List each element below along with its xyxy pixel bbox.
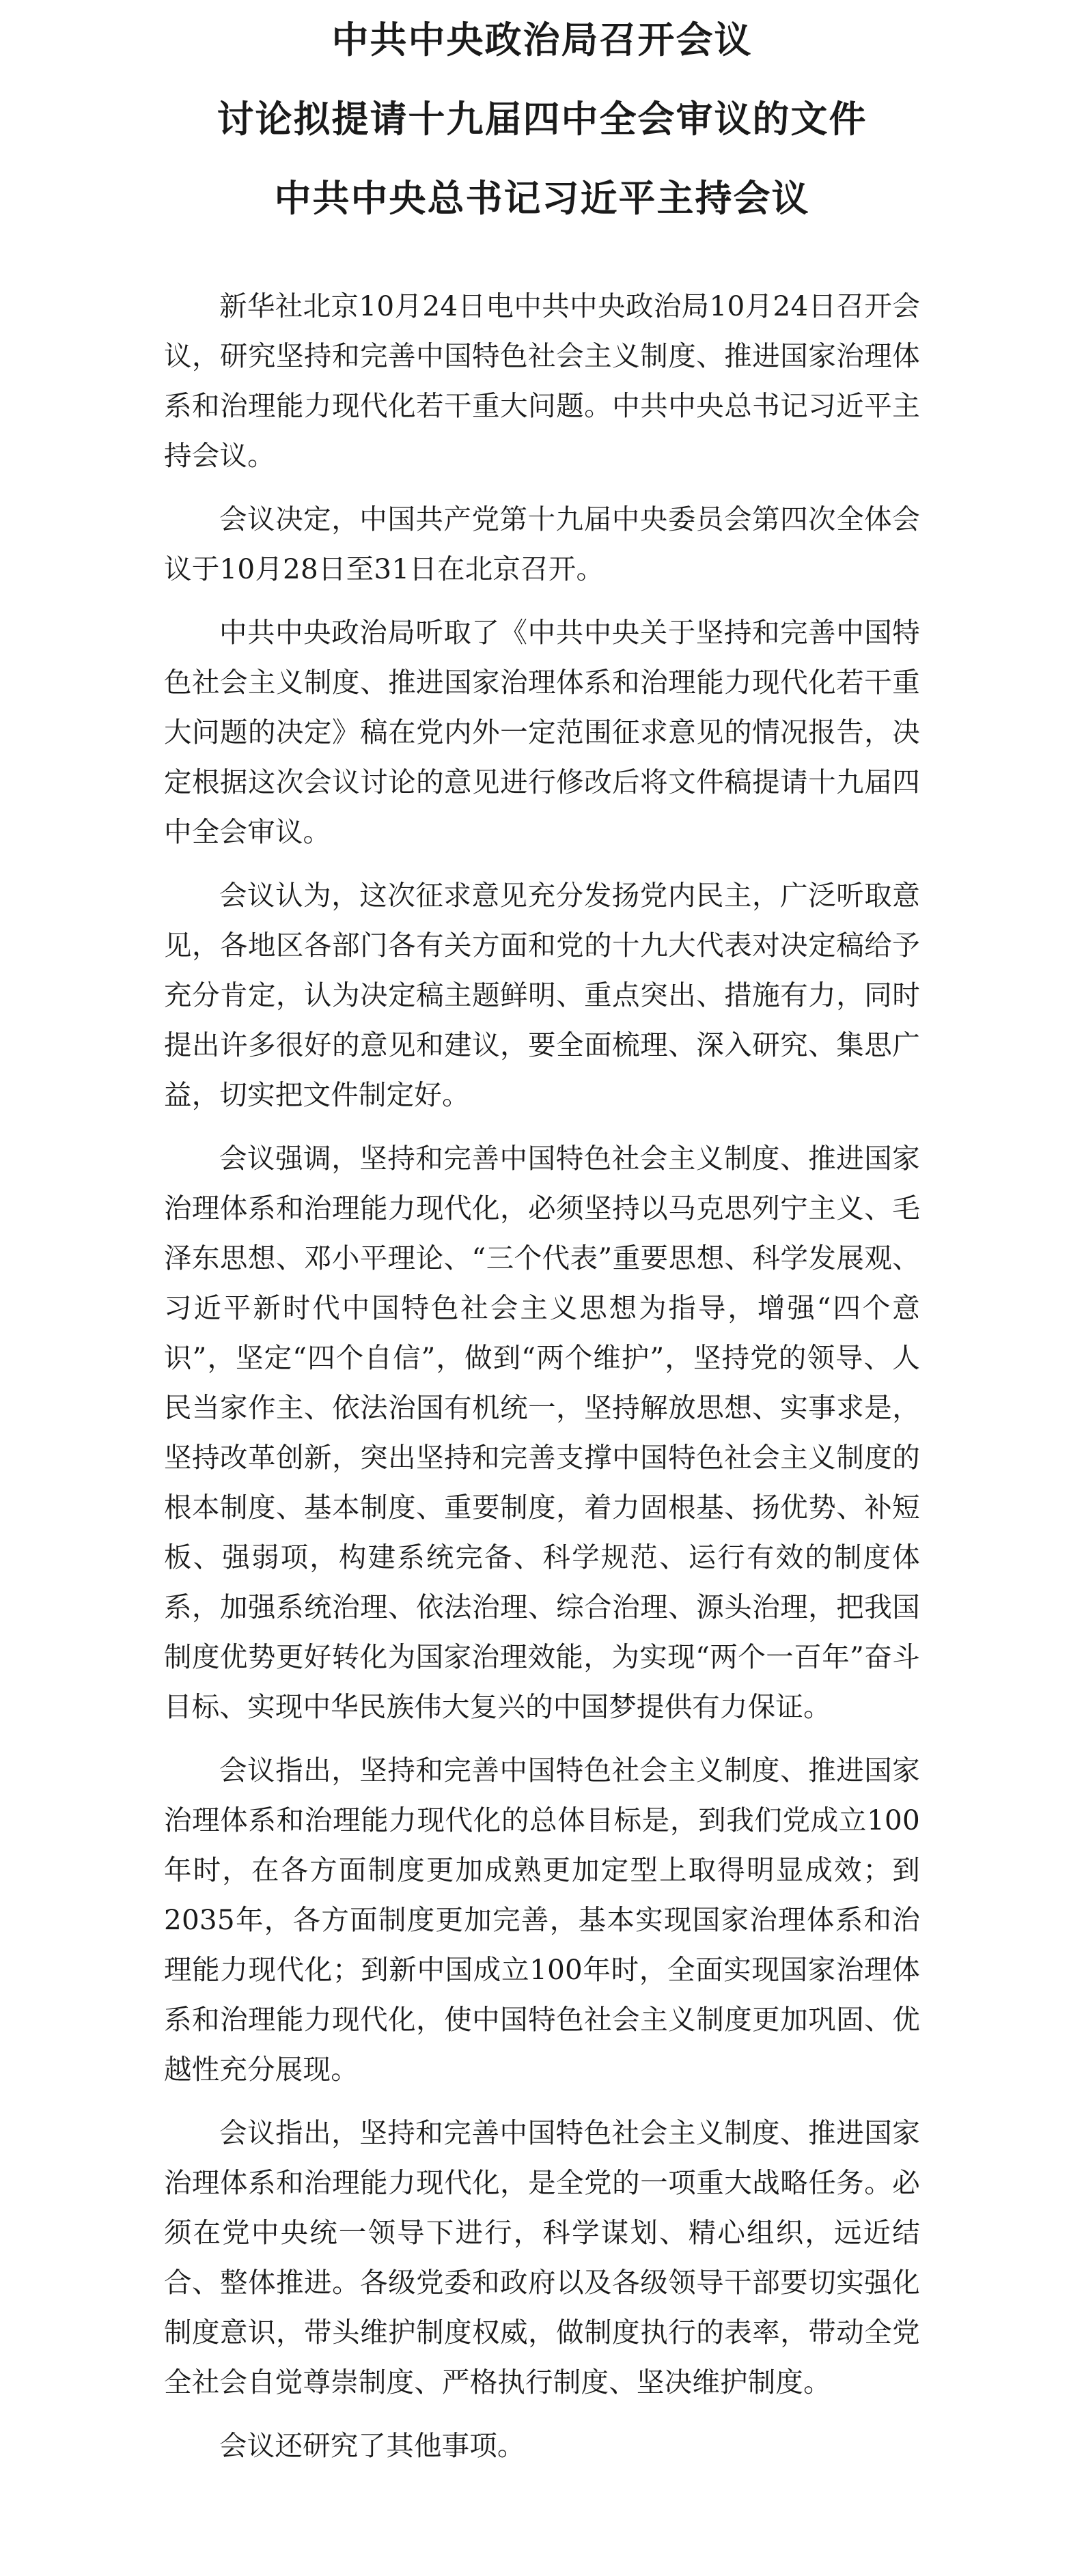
- paragraph-opinion: 会议认为，这次征求意见充分发扬党内民主，广泛听取意见，各地区各部门各有关方面和党的十九大代表对决定稿给予充分肯定，认为决定稿主题鲜明、重点突出、措施有力，同时提出许多很好的意见和建议，要全面梳理、深入研究、集思广益，切实把文件制定好。: [164, 879, 920, 1111]
- paragraph-decision: 会议决定，中国共产党第十九届中央委员会第四次全体会议于10月28日至31日在北京召开。: [164, 503, 920, 585]
- paragraph-emphasis: 会议强调，坚持和完善中国特色社会主义制度、推进国家治理体系和治理能力现代化，必须坚持以马克思列宁主义、毛泽东思想、邓小平理论、“三个代表”重要思想、科学发展观、习近平新时代中国特色社会主义思想为指导，增强“四个意识”，坚定“四个自信”，做到“两个维护”，坚持党的领导、人民当家作主、依法治国有机统一，坚持解放思想、实事求是，坚持改革创新，突出坚持和完善支撑中国特色社会主义制度的根本制度、基本制度、重要制度，着力固根基、扬优势、补短板、强弱项，构建系统完备、科学规范、运行有效的制度体系，加强系统治理、依法治理、综合治理、源头治理，把我国制度优势更好转化为国家治理效能，为实现“两个一百年”奋斗目标、实现中华民族伟大复兴的中国梦提供有力保证。: [164, 1142, 920, 1723]
- headline-sub-topic: 讨论拟提请十九届四中全会审议的文件: [217, 97, 867, 141]
- paragraph-report: 中共中央政治局听取了《中共中央关于坚持和完善中国特色社会主义制度、推进国家治理体系和治理能力现代化若干重大问题的决定》稿在党内外一定范围征求意见的情况报告，决定根据这次会议讨论的意见进行修改后将文件稿提请十九届四中全会审议。: [164, 616, 920, 848]
- paragraph-goals: 会议指出，坚持和完善中国特色社会主义制度、推进国家治理体系和治理能力现代化的总体目标是，到我们党成立100年时，在各方面制度更加成熟更加定型上取得明显成效；到2035年，各方面制度更加完善，基本实现国家治理体系和治理能力现代化；到新中国成立100年时，全面实现国家治理体系和治理能力现代化，使中国特色社会主义制度更加巩固、优越性充分展现。: [164, 1754, 920, 2086]
- paragraph-task: 会议指出，坚持和完善中国特色社会主义制度、推进国家治理体系和治理能力现代化，是全党的一项重大战略任务。必须在党中央统一领导下进行，科学谋划、精心组织，远近结合、整体推进。各级党委和政府以及各级领导干部要切实强化制度意识，带头维护制度权威，做制度执行的表率，带动全党全社会自觉尊崇制度、严格执行制度、坚决维护制度。: [164, 2116, 920, 2398]
- article-body: [164, 281, 920, 2471]
- headline-main: 中共中央政治局召开会议: [331, 18, 753, 61]
- paragraph-lead: 新华社北京10月24日电中共中央政治局10月24日召开会议，研究坚持和完善中国特色社会主义制度、推进国家治理体系和治理能力现代化若干重大问题。中共中央总书记习近平主持会议。: [164, 290, 920, 472]
- paragraph-other: 会议还研究了其他事项。: [219, 2429, 525, 2462]
- headline-sub-chair: 中共中央总书记习近平主持会议: [274, 176, 810, 220]
